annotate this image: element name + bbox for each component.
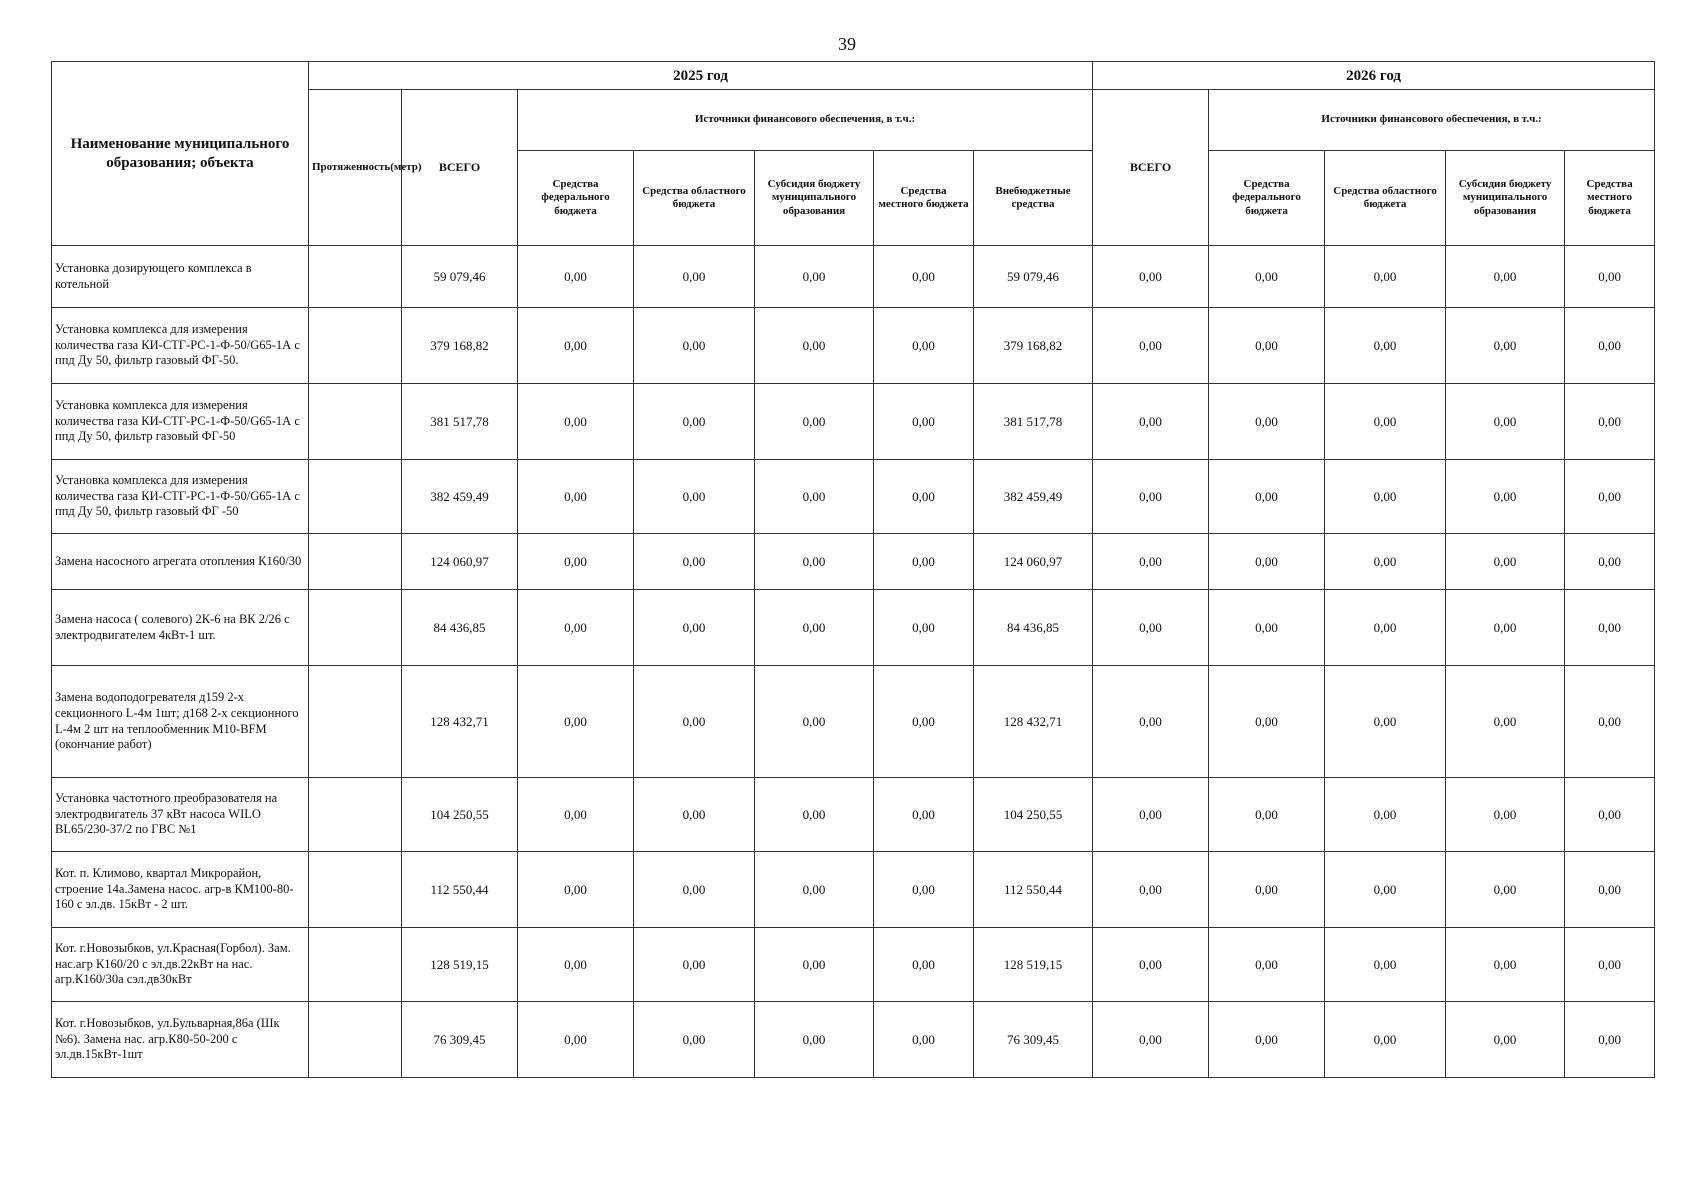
total-2025-cell: 76 309,45: [402, 1002, 518, 1078]
obl-2025-cell: 0,00: [634, 246, 755, 308]
vne-2025-cell: 128 432,71: [974, 666, 1093, 778]
header-vne-2025: Внебюджетные средства: [974, 151, 1093, 246]
total-2025-cell: 381 517,78: [402, 384, 518, 460]
fed-2025-cell: 0,00: [518, 384, 634, 460]
total-2026-cell: 0,00: [1093, 928, 1209, 1002]
total-2026-cell: 0,00: [1093, 666, 1209, 778]
sub-2025-cell: 0,00: [755, 666, 874, 778]
object-name-cell: Установка комплекса для измерения количества газа КИ-СТГ-РС-1-Ф-50/G65-1А с ппд Ду 50, фильтр газовый ФГ -50: [52, 460, 309, 534]
fed-2026-cell: 0,00: [1209, 246, 1325, 308]
header-fed-2026: Средства федерального бюджета: [1209, 151, 1325, 246]
fed-2026-cell: 0,00: [1209, 928, 1325, 1002]
sub-2026-cell: 0,00: [1446, 534, 1565, 590]
mest-2025-cell: 0,00: [874, 384, 974, 460]
sub-2025-cell: 0,00: [755, 1002, 874, 1078]
obl-2025-cell: 0,00: [634, 666, 755, 778]
mest-2025-cell: 0,00: [874, 590, 974, 666]
mest-2025-cell: 0,00: [874, 308, 974, 384]
obl-2025-cell: 0,00: [634, 590, 755, 666]
vne-2025-cell: 84 436,85: [974, 590, 1093, 666]
mest-2025-cell: 0,00: [874, 852, 974, 928]
table-row: [52, 590, 1655, 666]
mest-2025-cell: 0,00: [874, 778, 974, 852]
fed-2025-cell: 0,00: [518, 590, 634, 666]
sub-2025-cell: 0,00: [755, 778, 874, 852]
sub-2026-cell: 0,00: [1446, 1002, 1565, 1078]
table-row: [52, 928, 1655, 1002]
sub-2026-cell: 0,00: [1446, 460, 1565, 534]
total-2026-cell: 0,00: [1093, 384, 1209, 460]
header-obl-2026: Средства областного бюджета: [1325, 151, 1446, 246]
fed-2025-cell: 0,00: [518, 666, 634, 778]
table-row: [52, 384, 1655, 460]
length-cell: [309, 590, 402, 666]
header-mest-2026: Средства местного бюджета: [1565, 151, 1655, 246]
total-2026-cell: 0,00: [1093, 852, 1209, 928]
header-mest-2025: Средства местного бюджета: [874, 151, 974, 246]
total-2025-cell: 379 168,82: [402, 308, 518, 384]
total-2025-cell: 382 459,49: [402, 460, 518, 534]
header-sources-2026: Источники финансового обеспечения, в т.ч.:: [1209, 90, 1655, 151]
vne-2025-cell: 128 519,15: [974, 928, 1093, 1002]
table-body: [52, 246, 1655, 1078]
fed-2026-cell: 0,00: [1209, 384, 1325, 460]
header-fed-2025: Средства федерального бюджета: [518, 151, 634, 246]
mest-2026-cell: 0,00: [1565, 666, 1655, 778]
table-row: [52, 246, 1655, 308]
obl-2026-cell: 0,00: [1325, 590, 1446, 666]
obl-2026-cell: 0,00: [1325, 852, 1446, 928]
obl-2025-cell: 0,00: [634, 308, 755, 384]
length-cell: [309, 246, 402, 308]
mest-2026-cell: 0,00: [1565, 308, 1655, 384]
header-year-2025: 2025 год: [309, 62, 1093, 90]
fed-2026-cell: 0,00: [1209, 534, 1325, 590]
mest-2025-cell: 0,00: [874, 246, 974, 308]
table-row: [52, 460, 1655, 534]
object-name-cell: Установка комплекса для измерения количества газа КИ-СТГ-РС-1-Ф-50/G65-1А с ппд Ду 50, фильтр газовый ФГ-50.: [52, 308, 309, 384]
length-cell: [309, 308, 402, 384]
mest-2026-cell: 0,00: [1565, 534, 1655, 590]
sub-2026-cell: 0,00: [1446, 308, 1565, 384]
fed-2026-cell: 0,00: [1209, 1002, 1325, 1078]
total-2025-cell: 59 079,46: [402, 246, 518, 308]
mest-2025-cell: 0,00: [874, 1002, 974, 1078]
sub-2025-cell: 0,00: [755, 928, 874, 1002]
fed-2025-cell: 0,00: [518, 308, 634, 384]
mest-2025-cell: 0,00: [874, 666, 974, 778]
obl-2026-cell: 0,00: [1325, 308, 1446, 384]
budget-table: [51, 61, 1655, 1078]
fed-2025-cell: 0,00: [518, 246, 634, 308]
object-name-cell: Кот. г.Новозыбков, ул.Бульварная,86а (Шк №6). Замена нас. агр.К80-50-200 с эл.дв.15кВт-1шт: [52, 1002, 309, 1078]
vne-2025-cell: 112 550,44: [974, 852, 1093, 928]
object-name-cell: Замена водоподогревателя д159 2-х секционного L-4м 1шт; д168 2-х секционного L-4м 2 шт на теплообменник М10-BFM (окончание работ): [52, 666, 309, 778]
mest-2025-cell: 0,00: [874, 460, 974, 534]
length-cell: [309, 460, 402, 534]
table-row: [52, 308, 1655, 384]
table-row: [52, 852, 1655, 928]
header-name: Наименование муниципального образования; объекта: [52, 62, 309, 246]
object-name-cell: Замена насоса ( солевого) 2К-6 на ВК 2/26 с электродвигателем 4кВт-1 шт.: [52, 590, 309, 666]
object-name-cell: Установка дозирующего комплекса в котельной: [52, 246, 309, 308]
mest-2026-cell: 0,00: [1565, 928, 1655, 1002]
vne-2025-cell: 59 079,46: [974, 246, 1093, 308]
header-sub-2026: Субсидия бюджету муниципального образования: [1446, 151, 1565, 246]
vne-2025-cell: 382 459,49: [974, 460, 1093, 534]
total-2025-cell: 128 432,71: [402, 666, 518, 778]
length-cell: [309, 534, 402, 590]
sub-2026-cell: 0,00: [1446, 666, 1565, 778]
obl-2026-cell: 0,00: [1325, 384, 1446, 460]
object-name-cell: Кот. г.Новозыбков, ул.Красная(Горбол). Зам. нас.агр К160/20 с эл.дв.22кВт на нас. агр.К160/30а сэл.дв30кВт: [52, 928, 309, 1002]
header-sub-2025: Субсидия бюджету муниципального образования: [755, 151, 874, 246]
vne-2025-cell: 379 168,82: [974, 308, 1093, 384]
table-row: [52, 666, 1655, 778]
obl-2026-cell: 0,00: [1325, 460, 1446, 534]
sub-2025-cell: 0,00: [755, 590, 874, 666]
sub-2025-cell: 0,00: [755, 246, 874, 308]
header-year-2026: 2026 год: [1093, 62, 1655, 90]
table-row: [52, 534, 1655, 590]
obl-2026-cell: 0,00: [1325, 246, 1446, 308]
table-row: [52, 1002, 1655, 1078]
fed-2026-cell: 0,00: [1209, 460, 1325, 534]
vne-2025-cell: 76 309,45: [974, 1002, 1093, 1078]
fed-2025-cell: 0,00: [518, 928, 634, 1002]
sub-2025-cell: 0,00: [755, 460, 874, 534]
obl-2026-cell: 0,00: [1325, 778, 1446, 852]
fed-2025-cell: 0,00: [518, 1002, 634, 1078]
length-cell: [309, 666, 402, 778]
sub-2025-cell: 0,00: [755, 534, 874, 590]
obl-2026-cell: 0,00: [1325, 1002, 1446, 1078]
vne-2025-cell: 381 517,78: [974, 384, 1093, 460]
sub-2026-cell: 0,00: [1446, 928, 1565, 1002]
table-row: [52, 778, 1655, 852]
fed-2025-cell: 0,00: [518, 852, 634, 928]
vne-2025-cell: 124 060,97: [974, 534, 1093, 590]
sub-2026-cell: 0,00: [1446, 852, 1565, 928]
vne-2025-cell: 104 250,55: [974, 778, 1093, 852]
sub-2025-cell: 0,00: [755, 384, 874, 460]
mest-2026-cell: 0,00: [1565, 1002, 1655, 1078]
sub-2026-cell: 0,00: [1446, 384, 1565, 460]
total-2026-cell: 0,00: [1093, 308, 1209, 384]
length-cell: [309, 778, 402, 852]
page-number: 39: [838, 34, 856, 54]
obl-2026-cell: 0,00: [1325, 666, 1446, 778]
mest-2026-cell: 0,00: [1565, 778, 1655, 852]
fed-2026-cell: 0,00: [1209, 778, 1325, 852]
sub-2026-cell: 0,00: [1446, 590, 1565, 666]
obl-2026-cell: 0,00: [1325, 928, 1446, 1002]
fed-2025-cell: 0,00: [518, 460, 634, 534]
total-2026-cell: 0,00: [1093, 460, 1209, 534]
obl-2025-cell: 0,00: [634, 1002, 755, 1078]
total-2025-cell: 128 519,15: [402, 928, 518, 1002]
length-cell: [309, 852, 402, 928]
header-total-2026: ВСЕГО: [1093, 90, 1209, 246]
total-2026-cell: 0,00: [1093, 246, 1209, 308]
mest-2026-cell: 0,00: [1565, 384, 1655, 460]
obl-2025-cell: 0,00: [634, 534, 755, 590]
obl-2025-cell: 0,00: [634, 778, 755, 852]
mest-2026-cell: 0,00: [1565, 852, 1655, 928]
fed-2026-cell: 0,00: [1209, 852, 1325, 928]
obl-2026-cell: 0,00: [1325, 534, 1446, 590]
obl-2025-cell: 0,00: [634, 928, 755, 1002]
mest-2026-cell: 0,00: [1565, 590, 1655, 666]
mest-2025-cell: 0,00: [874, 928, 974, 1002]
length-cell: [309, 1002, 402, 1078]
obl-2025-cell: 0,00: [634, 460, 755, 534]
total-2026-cell: 0,00: [1093, 590, 1209, 666]
sub-2025-cell: 0,00: [755, 308, 874, 384]
length-cell: [309, 384, 402, 460]
object-name-cell: Установка частотного преобразователя на электродвигатель 37 кВт насоса WILO BL65/230-37/2 по ГВС №1: [52, 778, 309, 852]
fed-2026-cell: 0,00: [1209, 666, 1325, 778]
mest-2026-cell: 0,00: [1565, 460, 1655, 534]
total-2026-cell: 0,00: [1093, 778, 1209, 852]
object-name-cell: Замена насосного агрегата отопления К160/30: [52, 534, 309, 590]
fed-2025-cell: 0,00: [518, 778, 634, 852]
object-name-cell: Кот. п. Климово, квартал Микрорайон, строение 14а.Замена насос. агр-в КМ100-80-160 с эл.дв. 15кВт - 2 шт.: [52, 852, 309, 928]
total-2025-cell: 84 436,85: [402, 590, 518, 666]
header-total-2025: ВСЕГО: [402, 90, 518, 246]
mest-2025-cell: 0,00: [874, 534, 974, 590]
header-sources-2025: Источники финансового обеспечения, в т.ч.:: [518, 90, 1093, 151]
header-obl-2025: Средства областного бюджета: [634, 151, 755, 246]
total-2026-cell: 0,00: [1093, 1002, 1209, 1078]
total-2026-cell: 0,00: [1093, 534, 1209, 590]
sub-2026-cell: 0,00: [1446, 778, 1565, 852]
sub-2026-cell: 0,00: [1446, 246, 1565, 308]
total-2025-cell: 104 250,55: [402, 778, 518, 852]
header-length: Протяженность(метр): [309, 90, 402, 246]
obl-2025-cell: 0,00: [634, 852, 755, 928]
mest-2026-cell: 0,00: [1565, 246, 1655, 308]
total-2025-cell: 112 550,44: [402, 852, 518, 928]
fed-2026-cell: 0,00: [1209, 590, 1325, 666]
total-2025-cell: 124 060,97: [402, 534, 518, 590]
obl-2025-cell: 0,00: [634, 384, 755, 460]
length-cell: [309, 928, 402, 1002]
object-name-cell: Установка комплекса для измерения количества газа КИ-СТГ-РС-1-Ф-50/G65-1А с ппд Ду 50, фильтр газовый ФГ-50: [52, 384, 309, 460]
sub-2025-cell: 0,00: [755, 852, 874, 928]
fed-2025-cell: 0,00: [518, 534, 634, 590]
fed-2026-cell: 0,00: [1209, 308, 1325, 384]
